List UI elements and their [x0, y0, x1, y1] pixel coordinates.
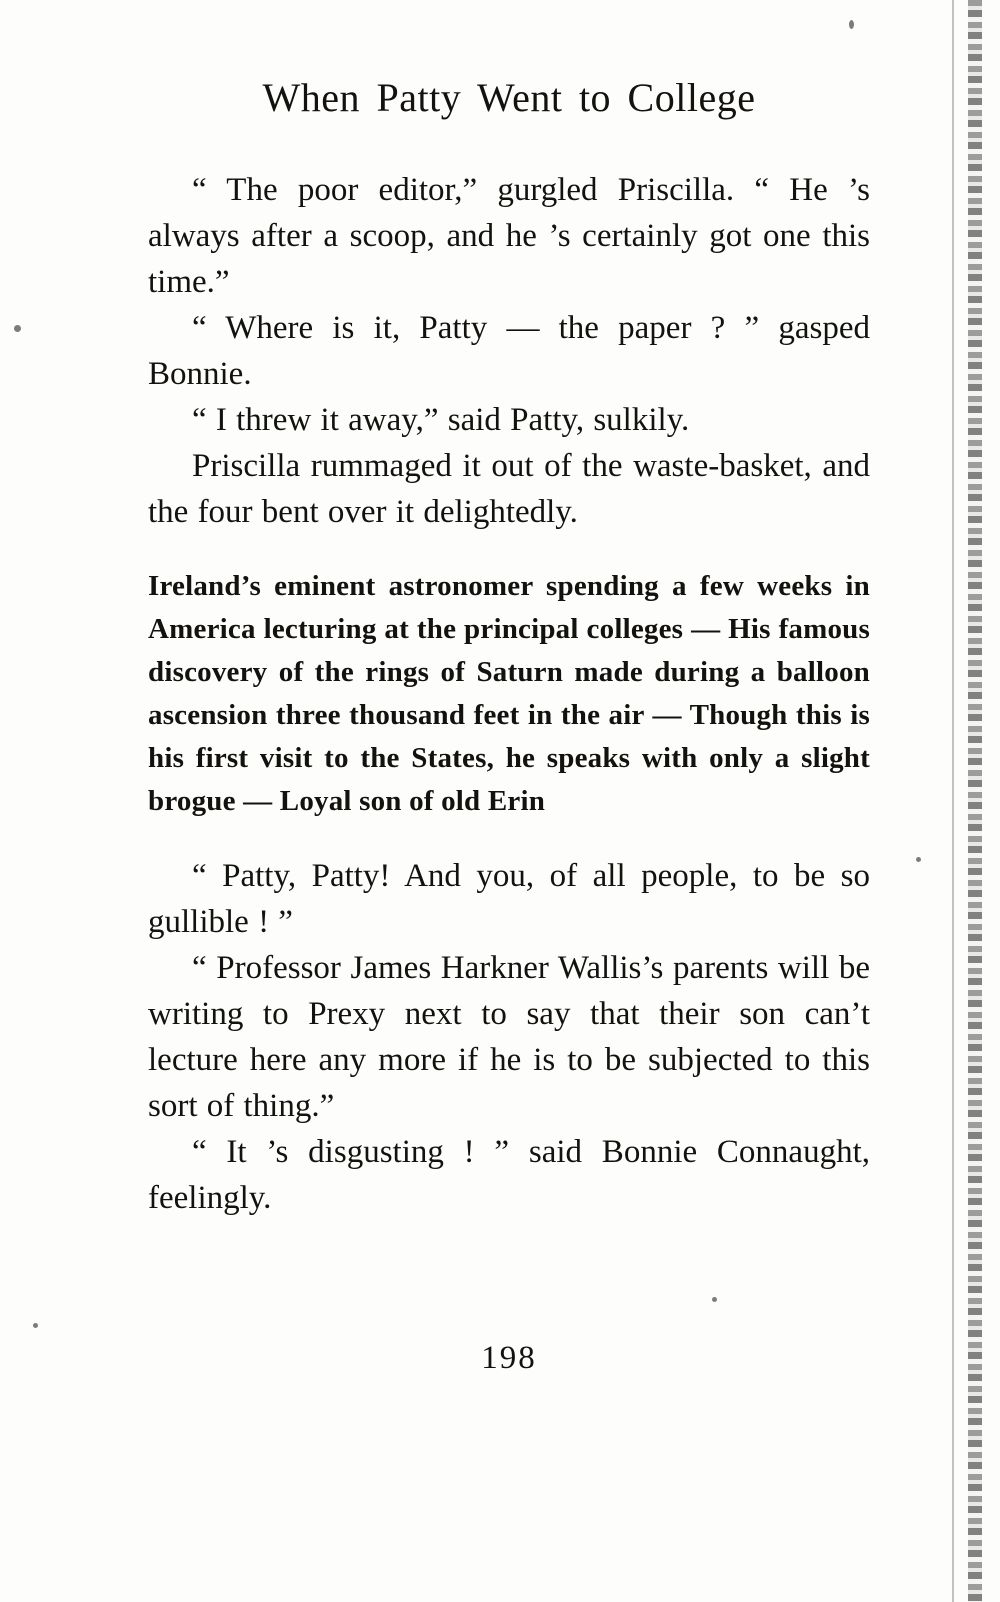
- scan-speck: [33, 1323, 38, 1328]
- scan-speck: [14, 325, 21, 332]
- running-head: When Patty Went to College: [262, 75, 756, 120]
- scan-speck: [916, 857, 921, 862]
- newspaper-clipping-quote: Ireland’s eminent astronomer spending a few weeks in America lecturing at the principal colleges — His famous discovery of the rings of Saturn made during a balloon ascension three thousand feet in the air — Though this is his first visit to the States, he speaks with only a slight brogue — Loyal son of old Erin: [148, 570, 870, 817]
- book-binding-gutter: [968, 0, 982, 1602]
- paragraph: “ It ’s disgusting ! ” said Bonnie Connaught, feelingly.: [148, 1134, 870, 1216]
- page-number: 198: [481, 1340, 537, 1376]
- paragraph: “ Where is it, Patty — the paper ? ” gasped Bonnie.: [148, 310, 870, 392]
- paragraph: “ The poor editor,” gurgled Priscilla. “ He ’s always after a scoop, and he ’s certainly got one this time.”: [148, 172, 870, 300]
- paragraph: “ I threw it away,” said Patty, sulkily.: [192, 402, 690, 438]
- paragraph: Priscilla rummaged it out of the waste-basket, and the four bent over it delightedly.: [148, 448, 870, 530]
- paragraph: “ Professor James Harkner Wallis’s parents will be writing to Prexy next to say that their son can’t lecture here any more if he is to be subjected to this sort of thing.”: [148, 950, 870, 1124]
- scan-speck: [849, 20, 854, 29]
- page-text-column: [148, 74, 870, 1221]
- paragraph: “ Patty, Patty! And you, of all people, to be so gullible ! ”: [148, 858, 870, 940]
- page-edge-line: [952, 0, 954, 1602]
- scan-speck: [712, 1297, 717, 1302]
